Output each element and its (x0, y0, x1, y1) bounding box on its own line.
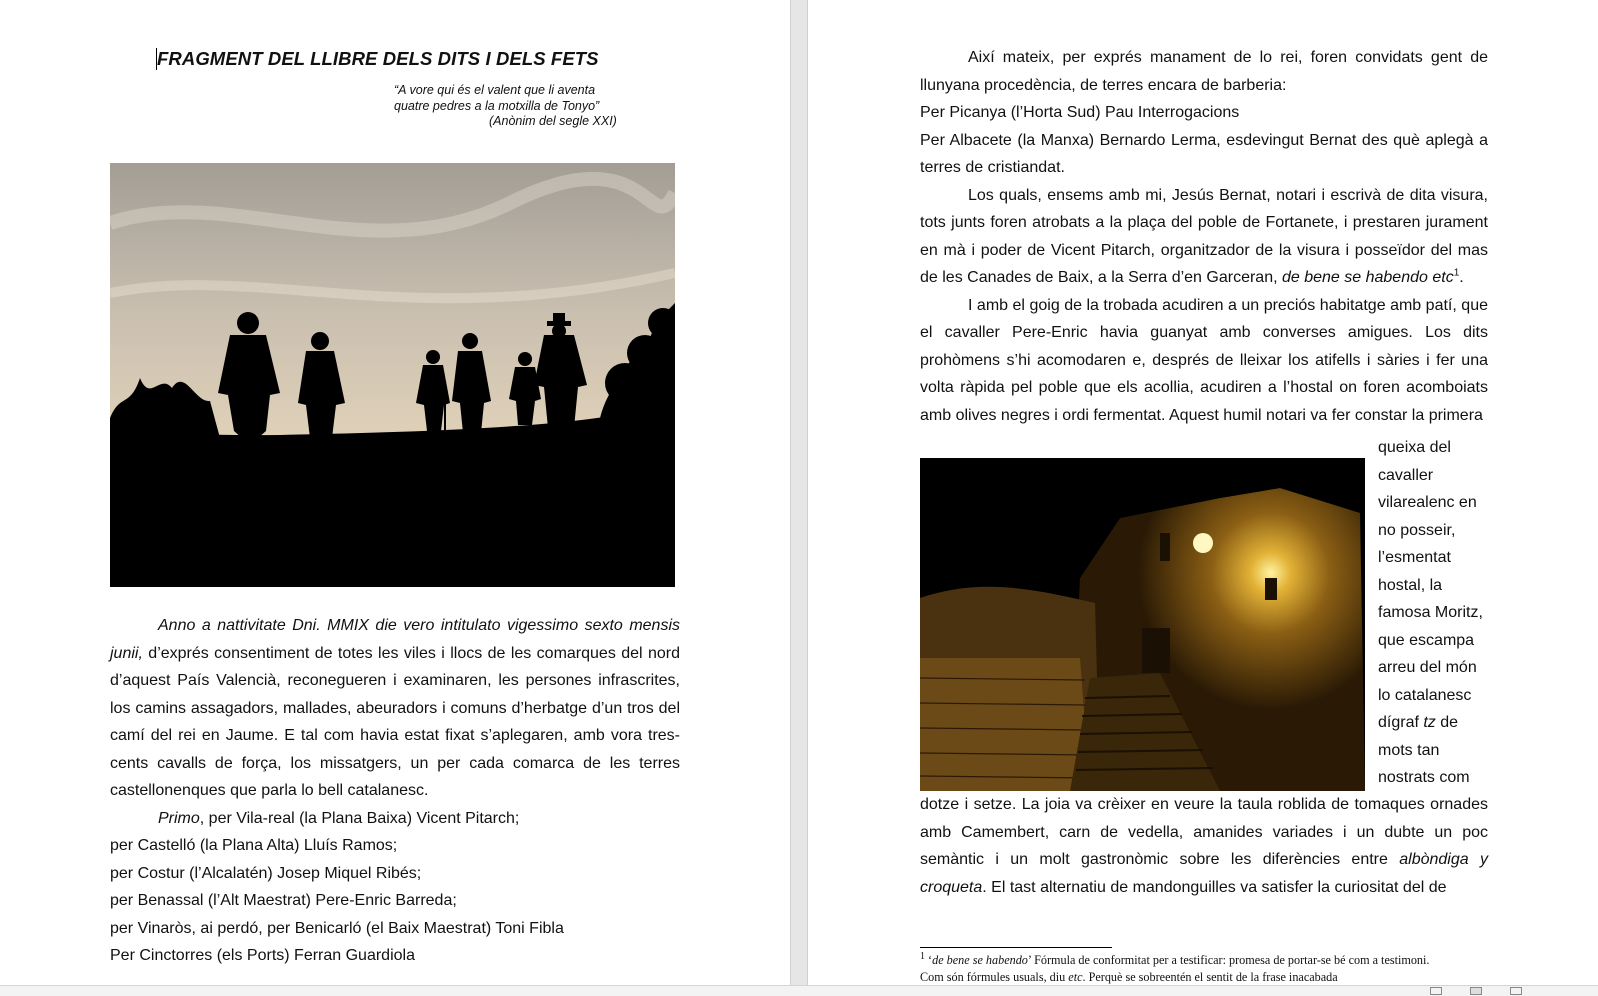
left-page (0, 0, 790, 985)
document-title[interactable]: FRAGMENT DEL LLIBRE DELS DITS I DELS FETS (157, 48, 599, 69)
latin-incipit: Anno a nattivitate Dni. MMIX die vero intitulato vigessimo sexto mensis junii, (110, 617, 680, 662)
footnote-term: etc (1068, 969, 1083, 984)
text-line: l’esmentat (1378, 549, 1451, 566)
hikers-silhouette-photo[interactable] (110, 163, 675, 587)
footnote-text: Com són fórmules usuals, diu (920, 969, 1069, 984)
latin-phrase: de bene se habendo etc (1281, 269, 1454, 286)
text-line: no posseir, (1378, 521, 1456, 539)
text-line: queixa del (1378, 439, 1451, 456)
paragraph: I amb el goig de la trobada acudiren a un preciós habitatge amb patí, que el cavaller Pere-Enric havia guanyat amb converses amigues. Los dits prohòmens s’hi acomodaren e, després de lleixar los atifells i sàries i fer una volta ràpida pel poble que els acollia, acudiren a l’hostal on foren acomboiats amb olives negres i ordi fermentat. Aquest humil notari va fer constar la primera (920, 296, 1488, 424)
footnote-text: . Perquè se sobreentén el sentit de la frase inacabada (1082, 969, 1338, 984)
paragraph-text: d’exprés consentiment de totes les viles i llocs de les comarques del nord d’aquest País Valencià, reconegueren i examinaren, les persones infrascrites, los camins assagadors, mallades, abeuradors i comuns d’herbatge d’un tros del camí del rei en Jaume. E tal com havia estat fixat s’aplegaren, amb vora tres-cents cavalls de força, los missatgers, un per cada comarca de les terres castellonenques que parla lo bell catalanesc. (110, 644, 680, 799)
footnote-text: ’ Fórmula de conformitat per a testificar: promesa de portar-se bé com a testimoni. (1027, 953, 1430, 967)
list-item: Per Picanya (l’Horta Sud) Pau Interrogacions (920, 104, 1240, 121)
night-stone-house-photo[interactable] (920, 458, 1365, 791)
text-line: famosa Moritz, (1378, 604, 1483, 621)
paragraph-text: . El tast alternatiu de mandonguilles va satisfer la curiositat del de (982, 878, 1447, 896)
list-item: per Vinaròs, ai perdó, per Benicarló (el Baix Maestrat) Toni Fibla (110, 919, 564, 937)
list-item: per Costur (l’Alcalatén) Josep Miquel Ribés; (110, 864, 422, 882)
italic-phrase: albòndiga y croqueta (920, 851, 1489, 896)
paragraph-text: dotze i setze. La joia va crèixer en veure la taula roblida de tomaques ornades amb Camembert, carn de vedella, amanides variades i un dubte un poc semàntic i un molt gastronòmic sobre les diferències entre (920, 796, 1488, 868)
footnote-ref[interactable]: 1 (1453, 267, 1460, 279)
paragraph (110, 612, 680, 805)
list-item-lead: Primo (158, 809, 200, 827)
paragraph-end: . (1459, 269, 1464, 286)
footnote-term: de bene se habendo (932, 953, 1028, 967)
text-line: cavaller (1378, 466, 1434, 484)
wrapped-text-column[interactable] (1378, 434, 1488, 792)
footnote-line (920, 969, 1488, 986)
list-item-text: , per Vila-real (la Plana Baixa) Vicent Pitarch; (199, 809, 520, 827)
footnote-text: ‘ (925, 953, 933, 967)
text-fragment: de (1435, 714, 1459, 731)
read-mode-icon[interactable] (1430, 987, 1442, 995)
footnote-number: 1 (920, 950, 925, 962)
epigraph-line: quatre pedres a la motxilla de Tonyo” (394, 98, 600, 113)
paragraph (920, 791, 1488, 901)
footnote-separator (920, 947, 1112, 948)
list-item: Per Cinctorres (els Ports) Ferran Guardiola (110, 947, 415, 964)
text-line: vilarealenc en (1378, 494, 1477, 511)
right-body-continuation[interactable] (920, 791, 1488, 901)
status-bar (0, 985, 1598, 996)
page-gutter (790, 0, 808, 985)
list-item: per Castelló (la Plana Alta) Lluís Ramos; (110, 837, 398, 854)
text-line: nostrats com (1378, 769, 1470, 786)
text-line: hostal, la (1378, 576, 1443, 594)
text-line: arreu del món (1378, 659, 1477, 676)
footnote[interactable] (920, 952, 1488, 985)
text-line: lo catalanesc (1378, 686, 1472, 704)
left-body-text[interactable] (110, 612, 680, 970)
paragraph-text: Los quals, ensems amb mi, Jesús Bernat, notari i escrivà de dita visura, tots junts foren atrobats a la plaça del poble de Fortanete, i prestaren jurament en mà i poder de Vicent Pitarch, organitzador de la visura i posseïdor del mas de les Canades de Baix, a la Serra d’en Garceran, (920, 186, 1488, 286)
right-body-text[interactable] (920, 44, 1488, 429)
epigraph-line: “A vore qui és el valent que li aventa (394, 83, 596, 97)
footnote-line (920, 952, 1488, 969)
list-item: per Benassal (l’Alt Maestrat) Pere-Enric Barreda; (110, 892, 457, 909)
paragraph (920, 182, 1488, 292)
list-item (110, 805, 680, 833)
text-fragment: dígraf (1378, 714, 1424, 731)
text-line: que escampa (1378, 631, 1475, 649)
right-page (808, 0, 1598, 985)
epigraph[interactable] (394, 83, 617, 130)
print-layout-icon[interactable] (1470, 987, 1482, 995)
text-line (1378, 709, 1488, 737)
paragraph: Així mateix, per exprés manament de lo rei, foren convidats gent de llunyana procedència, de terres encara de barberia: (920, 49, 1488, 94)
digraph: tz (1423, 714, 1436, 731)
web-layout-icon[interactable] (1510, 987, 1522, 995)
epigraph-source: (Anònim del segle XXI) (489, 114, 617, 128)
text-line: mots tan (1378, 741, 1440, 759)
list-item: Per Albacete (la Manxa) Bernardo Lerma, esdevingut Bernat des què aplegà a terres de cristiandat. (920, 131, 1488, 176)
